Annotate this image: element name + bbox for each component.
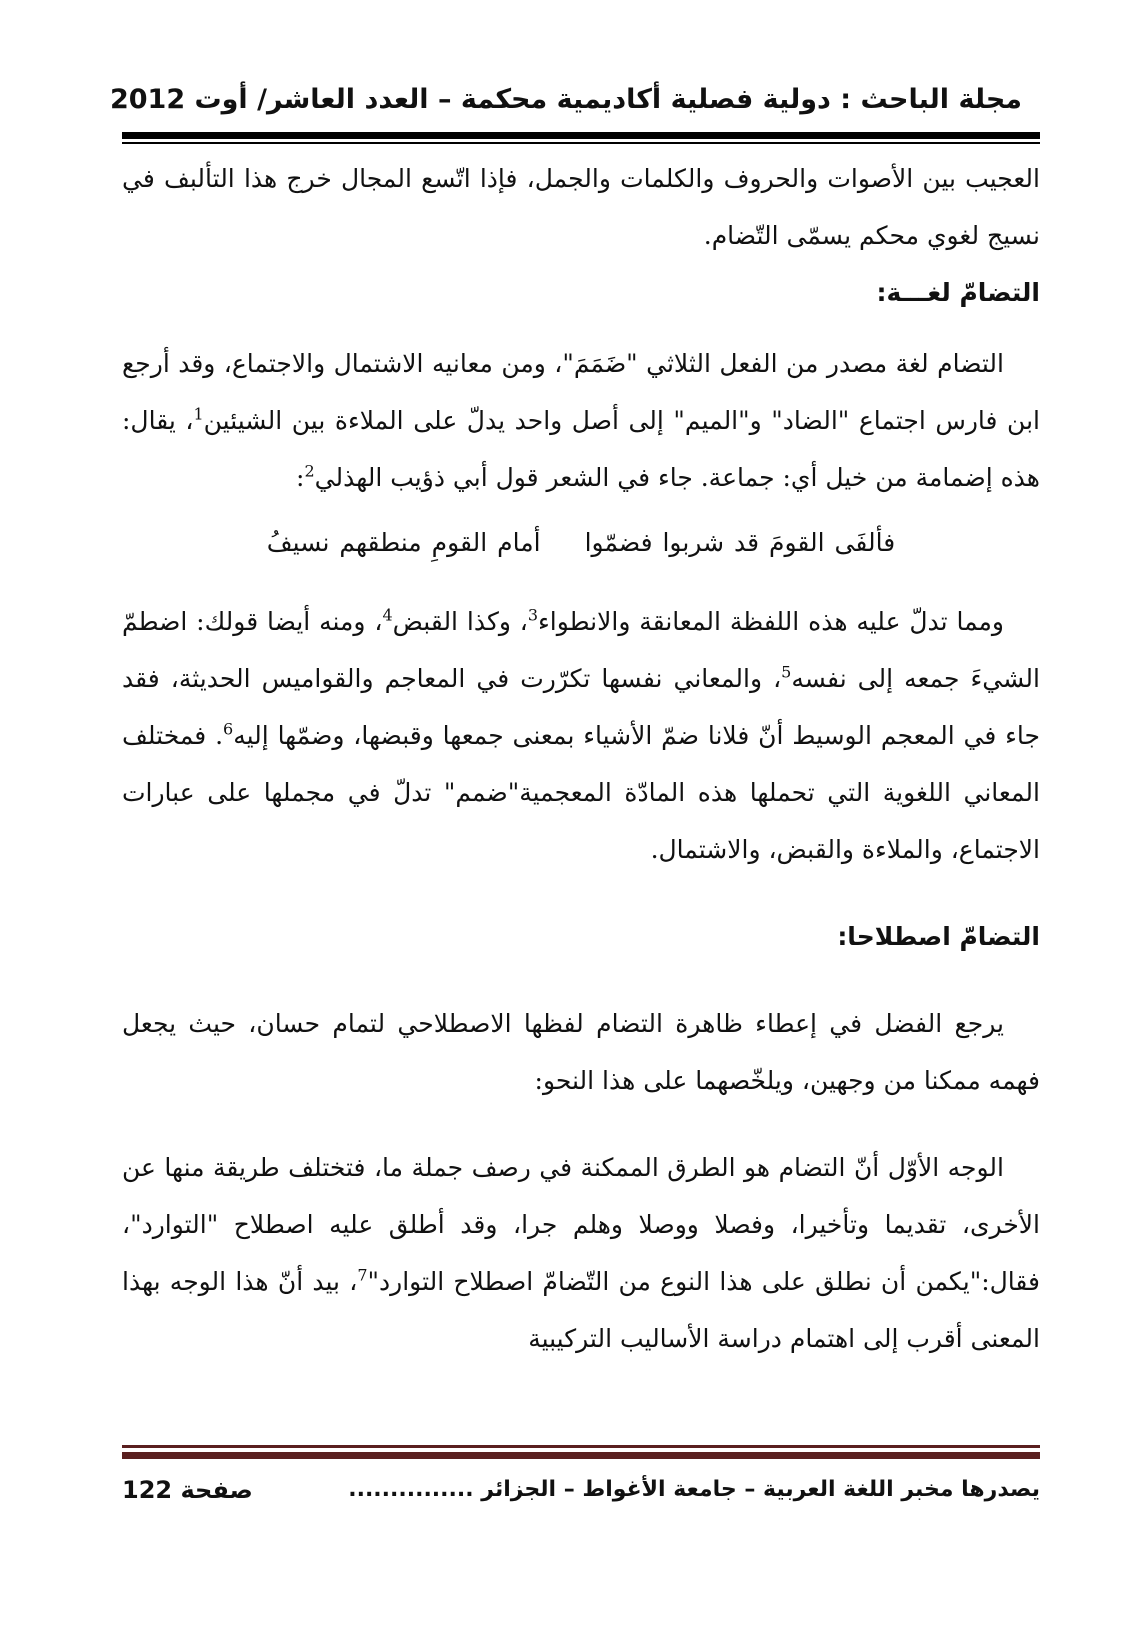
text-segment: التضام لغة مصدر من الفعل الثلاثي "ضَمَمَ"، ومن معانيه الاشتمال والاجتماع، وقد أرجع ابن فارس اجتماع "الضاد" و"الميم" إلى أصل واحد يدلّ على الملاءة بين الشيئين — [122, 349, 1040, 435]
page-footer — [122, 1470, 1040, 1510]
intro-paragraph: العجيب بين الأصوات والحروف والكلمات والجمل، فإذا اتّسع المجال خرج هذا التألبف في نسيج لغوي محكم يسمّى التّضام. — [122, 164, 1040, 250]
footer-publisher: يصدرها مخبر اللغة العربية – جامعة الأغواط – الجزائر ............... — [348, 1477, 1040, 1502]
article-body — [122, 150, 1040, 1367]
paragraph-linguistic-definition — [122, 335, 1040, 506]
header-rule-thin — [122, 142, 1040, 144]
footnote-ref-7: 7 — [357, 1265, 368, 1285]
heading-technical: التضامّ اصطلاحا: — [837, 922, 1040, 951]
paragraph-linguistic-meanings — [122, 593, 1040, 878]
text-segment: ، والمعاني نفسها تكرّرت في المعاجم والقواميس الحديثة، فقد جاء في المعجم الوسيط أنّ فلانا ضمّ الأشياء بمعنى جمعها وقبضها، وضمّها إليه — [122, 664, 1040, 750]
journal-header-title: مجلة الباحث : دولية فصلية أكاديمية محكمة – العدد العاشر/ أوت 2012 — [109, 84, 1023, 115]
poem-verse — [122, 514, 1040, 571]
header-rule-thick — [122, 132, 1040, 139]
footer-rule-thin — [122, 1445, 1040, 1448]
text-segment: . فمختلف المعاني اللغوية التي تحملها هذه المادّة المعجمية"ضمم" تدلّ في مجملها على عبارات الاجتماع، والملاءة والقبض، والاشتمال. — [122, 721, 1040, 864]
footnote-ref-3: 3 — [527, 605, 539, 625]
text-segment: ، ومنه أيضا قولك: اضطمّ الشيءَ جمعه إلى نفسه — [122, 607, 1040, 693]
footnote-ref-1: 1 — [193, 404, 204, 424]
paragraph-technical-intro: يرجع الفضل في إعطاء ظاهرة التضام لفظها الاصطلاحي لتمام حسان، حيث يجعل فهمه ممكنا من وجهين، ويلخّصهما على هذا النحو: — [122, 1009, 1040, 1095]
text-segment: ، يقال: هذه إضمامة من خيل أي: جماعة. جاء في الشعر قول أبي ذؤيب الهذلي — [122, 406, 1040, 492]
footnote-ref-2: 2 — [304, 461, 315, 481]
text-segment: الوجه الأوّل أنّ التضام هو الطرق الممكنة في رصف جملة ما، فتختلف طريقة منها عن الأخرى، تقديما وتأخيرا، وفصلا ووصلا وهلم جرا، وقد أطلق عليه اصطلاح "التوارد"، فقال:"يكمن أن نطلق على هذا النوع من التّضامّ اصطلاح التوارد" — [122, 1153, 1040, 1296]
text-segment: ، بيد أنّ هذا الوجه بهذا المعنى أقرب إلى اهتمام دراسة الأساليب التركيبية — [122, 1267, 1040, 1353]
footnote-ref-4: 4 — [382, 605, 393, 625]
text-segment: ، وكذا القبض — [392, 607, 528, 636]
paragraph-technical-first-aspect — [122, 1139, 1040, 1367]
footer-page-number: صفحة 122 — [122, 1476, 253, 1504]
heading-linguistic: التضامّ لغـــة: — [876, 278, 1040, 307]
poem-second-hemistich: أمام القومِ منطقهم نسيفُ — [266, 528, 541, 557]
footnote-ref-5: 5 — [781, 662, 792, 682]
footnote-ref-6: 6 — [223, 719, 234, 739]
poem-first-hemistich: فألفَى القومَ قد شربوا فضمّوا — [584, 528, 896, 557]
text-segment: : — [296, 463, 305, 492]
footer-rule-thick — [122, 1452, 1040, 1459]
text-segment: ومما تدلّ عليه هذه اللفظة المعانقة والانطواء — [538, 607, 1005, 636]
